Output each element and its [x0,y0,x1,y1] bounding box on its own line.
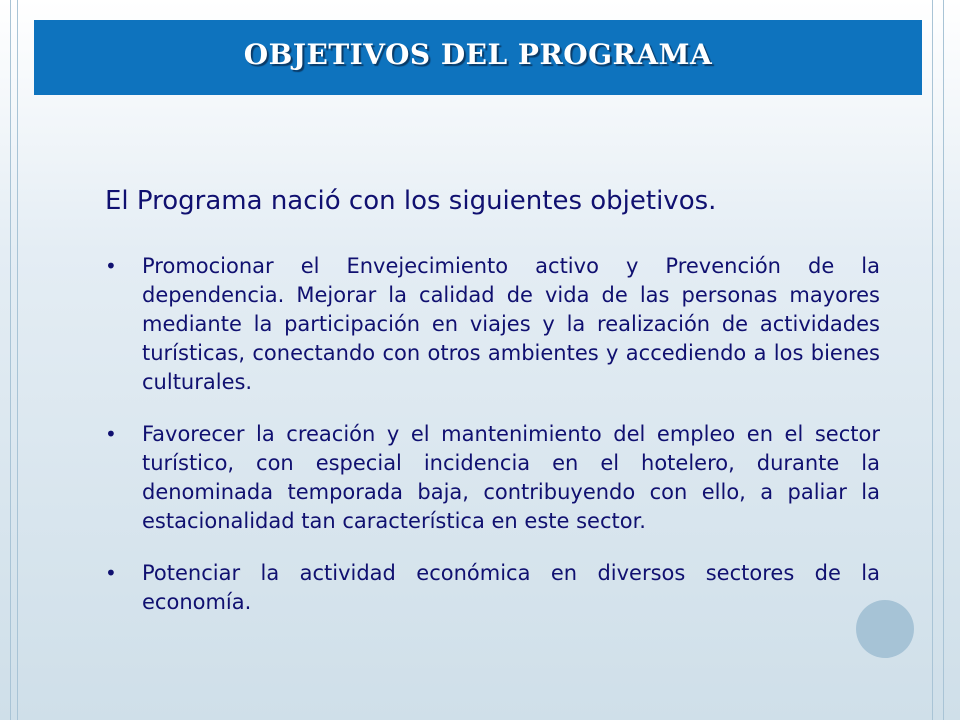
title-bar [34,20,922,95]
list-item-text: Promocionar el Envejecimiento activo y Prevención de la dependencia. Mejorar la calidad de vida de las personas mayores mediante la participación en viajes y la realización de actividades turísticas, conectando con otros ambientes y accediendo a los bienes culturales. [142,254,880,394]
decorative-circle [856,600,914,658]
frame-line-left-inner [17,0,18,720]
list-item [105,559,880,617]
frame-line-right-inner [932,0,933,720]
list-item-text: Potenciar la actividad económica en diversos sectores de la economía. [142,561,880,614]
bullet-icon: • [105,422,117,446]
slide-title: OBJETIVOS DEL PROGRAMA [243,38,713,71]
bullet-icon: • [105,254,117,278]
list-item [105,252,880,397]
list-item [105,420,880,536]
intro-text: El Programa nació con los siguientes objetivos. [105,186,717,216]
list-item-text: Favorecer la creación y el mantenimiento del empleo en el sector turístico, con especial incidencia en el hotelero, durante la denominada temporada baja, contribuyendo con ello, a paliar la estacionalidad tan característica en este sector. [142,422,880,533]
objectives-list [105,252,880,617]
content-area [105,184,880,640]
frame-line-right-outer [943,0,944,720]
frame-line-left-outer [10,0,11,720]
bullet-icon: • [105,561,117,585]
